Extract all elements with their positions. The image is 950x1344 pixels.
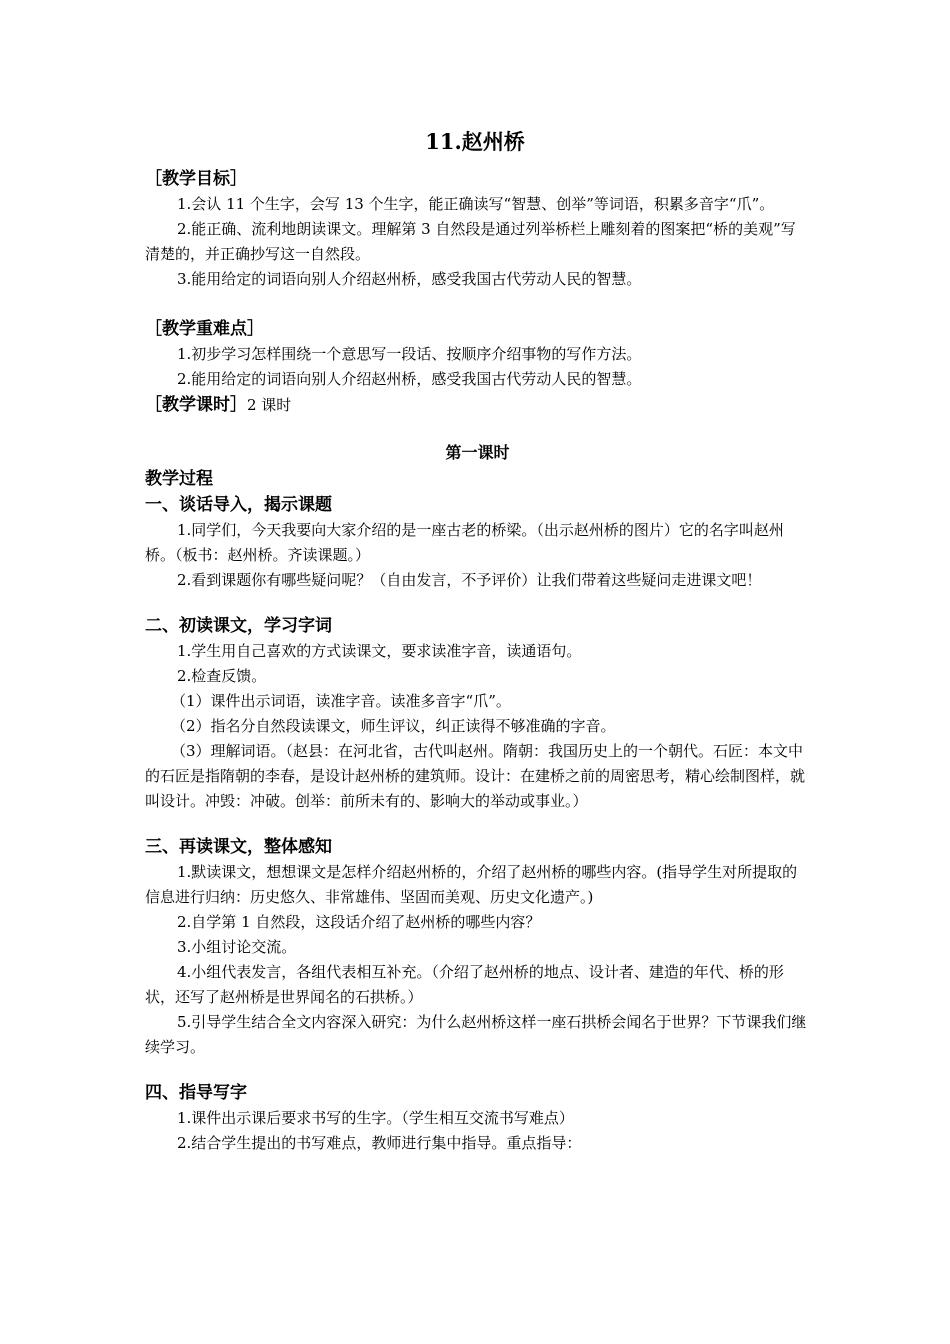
section-paragraph: 4.小组代表发言，各组代表相互补充。（介绍了赵州桥的地点、设计者、建造的年代、桥的形状，还写了赵州桥是世界闻名的石拱桥。）	[145, 963, 784, 1006]
page-title: 11.赵州桥	[425, 129, 525, 154]
goal-item: 1.会认 11 个生字，会写 13 个生字，能正确读写“智慧、创举”等词语，积累多音字“爪”。	[177, 195, 775, 213]
section-heading: 三、再读课文，整体感知	[145, 837, 332, 857]
lesson-title: 第一课时	[445, 443, 510, 462]
goal-item: 3.能用给定的词语向别人介绍赵州桥，感受我国古代劳动人民的智慧。	[177, 270, 642, 288]
section-paragraph: （3）理解词语。（赵县：在河北省，古代叫赵州。隋朝：我国历史上的一个朝代。石匠：本文中的石匠是指隋朝的李春，是设计赵州桥的建筑师。设计：在建桥之前的周密思考，精心绘制图样，就叫设计。冲毁：冲破。创举：前所未有的、影响大的举动或事业。）	[145, 742, 806, 810]
section-paragraph: 1.默读课文，想想课文是怎样介绍赵州桥的，介绍了赵州桥的哪些内容。(指导学生对所提取的信息进行归纳：历史悠久、非常雄伟、坚固而美观、历史文化遗产。)	[145, 863, 798, 906]
section-paragraph: 3.小组讨论交流。	[177, 938, 297, 956]
section-paragraph: 5.引导学生结合全文内容深入研究：为什么赵州桥这样一座石拱桥会闻名于世界？下节课我们继续学习。	[145, 1013, 807, 1056]
section-heading: 四、指导写字	[145, 1083, 247, 1103]
section-paragraph: 2.看到课题你有哪些疑问呢？（自由发言，不予评价）让我们带着这些疑问走进课文吧！	[177, 571, 762, 589]
key-point-item: 1.初步学习怎样围绕一个意思写一段话、按顺序介绍事物的写作方法。	[177, 345, 642, 363]
process-heading: 教学过程	[145, 469, 213, 489]
section-paragraph: 1.课件出示课后要求书写的生字。（学生相互交流书写难点）	[177, 1109, 574, 1127]
section-paragraph: 1.同学们，今天我要向大家介绍的是一座古老的桥梁。（出示赵州桥的图片）它的名字叫赵州桥。（板书：赵州桥。齐读课题。）	[145, 521, 784, 564]
class-hours-heading: ［教学课时］	[145, 395, 247, 415]
section-heading: 二、初读课文，学习字词	[145, 616, 332, 636]
key-points-heading: ［教学重难点］	[145, 319, 264, 339]
class-hours-line	[145, 392, 810, 418]
section-paragraph: （1）课件出示词语，读准字音。读准多音字“爪”。	[171, 692, 511, 710]
section-paragraph: 1.学生用自己喜欢的方式读课文，要求读准字音，读通语句。	[177, 642, 582, 660]
section-heading: 一、谈话导入，揭示课题	[145, 495, 332, 515]
section-paragraph: 2.自学第 1 自然段，这段话介绍了赵州桥的哪些内容？	[177, 913, 541, 931]
section-paragraph: （2）指名分自然段读课文，师生评议，纠正读得不够准确的字音。	[171, 717, 616, 735]
goals-block	[145, 166, 810, 292]
section-paragraph: 2.结合学生提出的书写难点，教师进行集中指导。重点指导：	[177, 1134, 582, 1152]
key-point-item: 2.能用给定的词语向别人介绍赵州桥，感受我国古代劳动人民的智慧。	[177, 370, 642, 388]
goal-item: 2.能正确、流利地朗读课文。理解第 3 自然段是通过列举桥栏上雕刻着的图案把“桥的美观”写清楚的，并正确抄写这一自然段。	[145, 220, 796, 263]
key-points-block	[145, 316, 810, 392]
class-hours-block	[145, 392, 810, 418]
goals-heading: ［教学目标］	[145, 169, 247, 189]
section-paragraph: 2.检查反馈。	[177, 667, 267, 685]
lesson-block	[145, 440, 810, 1156]
class-hours-value: 2 课时	[247, 396, 292, 414]
